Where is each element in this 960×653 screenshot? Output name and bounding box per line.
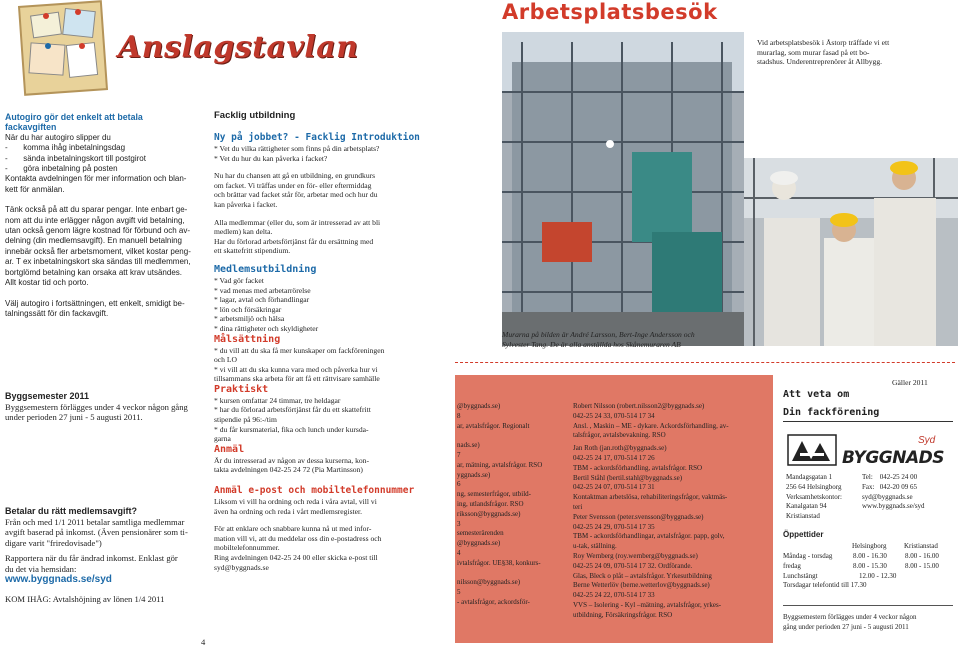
address-block: Mandagsgatan 1 256 64 Helsingborg Verksamhetskontor: Kanalgatan 94 Kristianstad bbox=[786, 473, 842, 521]
fackforening-box: Gäller 2011 Att veta om Din fackförening Syd BYGGNADS Mandagsgatan 1 256 64 Helsingborg Verksamhetskontor: Kanalgatan 94 Kristianstad Tel: 042-25 24 00 Fax: 042-20 09 65 syd@byggnads.se www.byggnads.se/syd Öppettider Helsingborg Kristianstad Måndag - torsdag 8.00 - 16.30 8.00 - 16.00 fredag 8.00 - 15.30 8.00 - 15.00 Lunchstängt 12.00 - 12.30 Torsdagar telefontid till 17.30 Byggsemestern förlägges under 4 veckor någon gång under perioden 27 juni - 5 augusti 2011 bbox=[780, 375, 956, 643]
bulletin-board-icon bbox=[18, 0, 108, 98]
autogiro-title: Autogiro gör det enkelt att betala bbox=[5, 112, 143, 122]
semester-title: Byggsemester 2011 bbox=[5, 391, 90, 401]
website-link[interactable]: www.byggnads.se/syd bbox=[5, 574, 112, 586]
valid-year: Gäller 2011 bbox=[892, 378, 928, 387]
contact-block: Tel: 042-25 24 00 Fax: 042-20 09 65 syd@byggnads.se www.byggnads.se/syd bbox=[862, 473, 925, 511]
hours-row: Lunchstängt 12.00 - 12.30 bbox=[783, 571, 897, 580]
semester-note: Byggsemestern förlägges under 4 veckor någon gång under perioden 27 juni - 5 augusti 2011 bbox=[783, 613, 917, 631]
construction-photo bbox=[502, 32, 744, 346]
contacts-right: Robert Nilsson (robert.nilsson2@byggnads.se) 042-25 24 33, 070-514 17 34 Ansl. , Maskin – ME - dykare. Ackordsförhandling, av- talsfrågor, avtalsbevakning. RSO Jan Roth (jan.roth@byggnads.se) 042-25 24 17, 070-514 17 26 TBM - ackordsförhandling, avtalsfrågor. RSO Bertil Ståhl (bertil.stahl@byggnads.se) 042-25 24 07, 070-514 17 31 Kontaktman arbetslösa, rehabiliteringsfrågor, vaktmäs- teri Peter Svensson (peter.svensson@byggnads.se) 042-25 24 29, 070-514 17 35 TBM - ackordsförhandlingar, avtalsfrågor. papp, golv, u-tak, ställning. Roy Wernberg (roy.wernberg@byggnads.se) 042-25 24 09, 070-514 17 32. Ordförande. Glas, Bleck o plåt – avtalsfrågor. Yrkesutbildning Berne Wetterlöv (berne.wetterlov@byggnads.se) 042-25 24 22, 070-514 17 33 VVS – Isolering - Kyl –mätning, avtalsfrågor, yrkes- utbildning, Försäkringsfrågor. RSO bbox=[573, 402, 729, 619]
box-divider bbox=[783, 605, 953, 606]
reminder: KOM IHÅG: Avtalshöjning av lönen 1/4 2011 bbox=[5, 594, 165, 605]
semester-block: Byggsemester 2011 Byggsemestern förlägges under 4 veckor någon gång under perioden 27 juni - 5 augusti 2011. bbox=[5, 391, 203, 423]
logo-syd: Syd bbox=[918, 435, 936, 446]
hours-title: Öppettider bbox=[783, 530, 824, 539]
web-link[interactable]: www.byggnads.se/syd bbox=[862, 502, 925, 511]
page-title: Anslagstavlan bbox=[118, 30, 359, 65]
column-facklig: Facklig utbildning Ny på jobbet? - Facklig Introduktion * Vet du vilka rättigheter som finns på din arbetsplats? * Vet du hur du kan påverka i facket? Nu har du chansen att gå en utbildning, en grundkurs om facket. Vi träffas under en för- eller eftermiddag och brättar vad facket står för, arbetar med och hur du kan påverka i facket. Alla medlemmar (eller du, som är intresserad av att bli medlem) kan delta. Har du förlorad arbetsförtjänst får du ersättning med ett skattefritt stipendium. Medlemsutbildning * Vad gör facket * vad menas med arbetarrörelse * lagar, avtal och förhandlingar * lön och försäkringar * arbetsmiljö och hälsa * dina rättigheter och skyldigheter Målsättning * du vill att du ska få mer kunskaper om fackföreningen och LO * vi vill att du ska kunna vara med och påverka hur vi tillsammans ska arbeta för att få ett rättvisare samhälle Praktiskt * kursen omfattar 24 timmar, tre heldagar * har du förlorad arbetsförtjänst får du ett skattefritt stipendie på 96:-/tim * du får kursmaterial, fika och lunch under kursda- garna Anmäl Är du intresserad av någon av dessa kurserna, kon- takta avdelningen 042-25 24 72 (Pia Martinsson) Anmäl e-post och mobiltelefonnummer Liksom vi vill ha ordning och reda i våra avtal, vill vi även ha ordning och reda i vårt medlemsregister. För att enklare och snabbare kunna nå ut med infor- mation vill vi, att du meddelar oss din e-postadress och mobiltelefonnummer. Ring avdelningen 042-25 24 00 eller skicka e-post till syd@byggnads.se bbox=[214, 110, 444, 572]
hours-table: Måndag - torsdag 8.00 - 16.30 8.00 - 16.00 fredag 8.00 - 15.30 8.00 - 15.00 Lunchstängt 12.00 - 12.30 Torsdagar telefontid till 17.30 bbox=[783, 552, 955, 591]
fack-title-1: Att veta om bbox=[783, 389, 850, 400]
email-title: Anmäl e-post och mobiltelefonnummer bbox=[214, 485, 415, 497]
hours-row: fredag 8.00 - 15.30 8.00 - 15.00 bbox=[783, 561, 939, 570]
paid-block: Betalar du rätt medlemsavgift? Från och med 1/1 2011 betalar samtliga medlemmar avgift baserad på inkomst. (Även pensionärer som ti- digare varit "friredovisade") Rapportera när du får ändrad inkomst. Enklast gör du det via hemsidan: www.byggnads.se/syd KOM IHÅG: Avtalshöjning av lönen 1/4 2011 bbox=[5, 506, 203, 604]
paid-title: Betalar du rätt medlemsavgift? bbox=[5, 506, 138, 516]
fack-title-2: Din fackförening bbox=[783, 407, 880, 418]
hours-row: Måndag - torsdag 8.00 - 16.30 8.00 - 16.00 bbox=[783, 552, 939, 560]
column-autogiro: Autogiro gör det enkelt att betala fackavgiften När du har autogiro slipper du - komma ihåg inbetalningsdag - sända inbetalningskort till postgirot - göra inbetalning på posten Kontakta avdelningen för mer information och blan- kett för anmälan. Tänk också på att du sparar pengar. Inte enbart ge- nom att du inte erlägger någon avgift vid betalning, utan också genom lägre kostnad för förbund och av- delning (din medlemsavgift). En manuell betalning innebär också fler arbetsmoment, vilket kostar peng- ar. T ex inbetalningskort ska sändas till medlemmen, bortglömd betalning kan orsaka att krav utsändes. Allt kostar tid och porto. Välj autogiro i fortsättningen, ett enkelt, smidigt be- talningssätt för din fackavgift. bbox=[5, 112, 203, 319]
fack-title-underline bbox=[783, 421, 953, 422]
contacts-left-fragments: @byggnads.se) 8 ar, avtalsfrågor. Regionalt nads.se) 7 ar, mätning, avtalsfrågor. RSO yggnads.se) 6 ng, semesterfrågor, utbild- ing, utlandsfrågor. RSO riksson@byggnads.se) 3 semesterärenden @byggnads.se) 4 ivtalsfrågor. UE§38, konkurs- nilsson@byggnads.se) 5 - avtalsfrågor, ackordsför- bbox=[457, 402, 543, 606]
visit-intro: Vid arbetsplatsbesök i Åstorp träffade vi ett murarlag, som murar fasad på ett bo- stadshus. Underentreprenörer åt Allbygg. bbox=[757, 38, 890, 67]
page-number: 4 bbox=[201, 637, 206, 647]
praktiskt-title: Praktiskt bbox=[214, 383, 269, 395]
byggnads-logo-icon bbox=[786, 433, 838, 467]
malsattning-title: Målsättning bbox=[214, 333, 281, 345]
workers-photo bbox=[744, 158, 958, 346]
anmal-title: Anmäl bbox=[214, 443, 245, 455]
email-link[interactable]: syd@byggnads.se bbox=[862, 492, 913, 501]
new-job-title: Ny på jobbet? - Facklig Introduktion bbox=[214, 132, 420, 143]
dashed-divider bbox=[455, 362, 955, 363]
photo-caption: Murarna på bilden är André Larsson, Bert-Inge Andersson och Sylvester Tang. De är alla anställda hos Skånemuraren AB bbox=[502, 330, 695, 349]
byggnads-logo: BYGGNADS bbox=[842, 448, 944, 468]
facklig-title: Facklig utbildning bbox=[214, 110, 296, 121]
medlem-title: Medlemsutbildning bbox=[214, 263, 317, 275]
section-title-visit: Arbetsplatsbesök bbox=[502, 0, 718, 24]
